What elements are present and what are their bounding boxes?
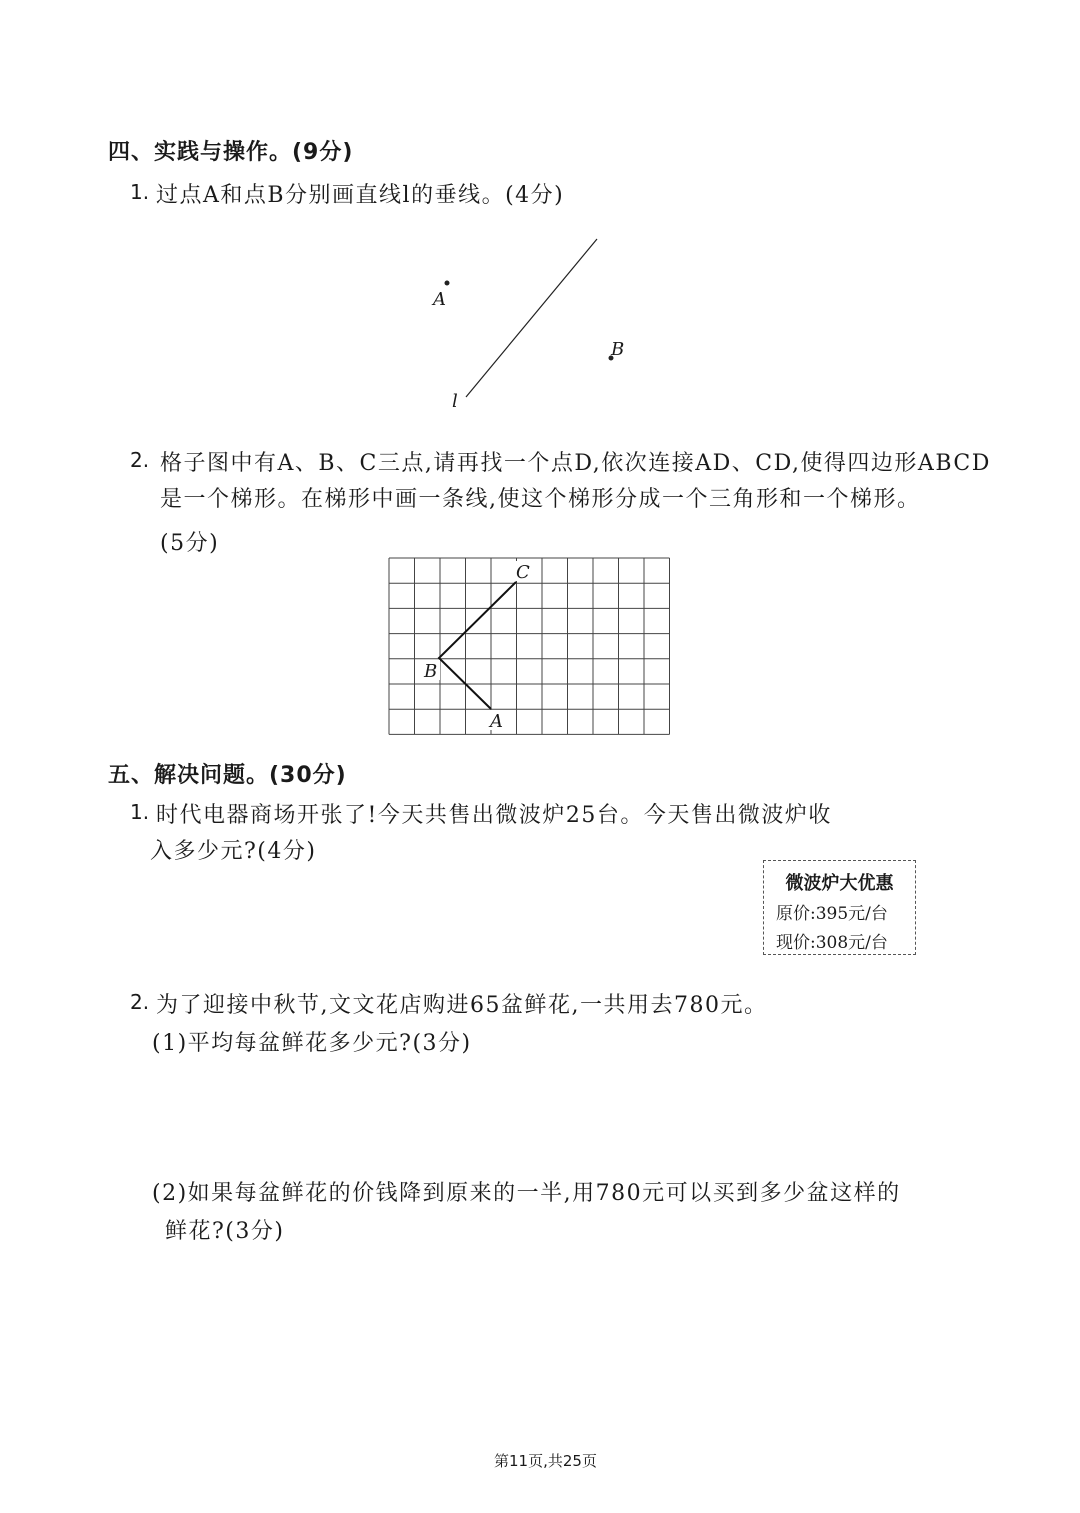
point-a-label: A (433, 289, 446, 310)
grid-point-c-label: C (516, 562, 530, 583)
s5-q1-number: 1. (130, 800, 150, 824)
section-4-title: 四、实践与操作。(9分) (108, 140, 354, 165)
page-footer: 第11页,共25页 (494, 1452, 597, 1470)
point-b-label: B (611, 339, 625, 360)
s5-q2-sub-2-line-2: 鲜花?(3分) (165, 1219, 285, 1244)
s5-q2-number: 2. (130, 990, 150, 1014)
q2-line-3: (5分) (160, 531, 220, 556)
grid-lines (389, 558, 670, 734)
q2-line-2: 是一个梯形。在梯形中画一条线,使这个梯形分成一个三角形和一个梯形。 (160, 487, 921, 512)
q1-text: 过点A和点B分别画直线l的垂线。(4分) (156, 183, 565, 208)
point-a-dot (445, 281, 450, 286)
s5-q1-line-1: 时代电器商场开张了!今天共售出微波炉25台。今天售出微波炉收 (156, 803, 832, 828)
section-5-title: 五、解决问题。(30分) (108, 763, 347, 788)
s5-q2-sub-1: (1)平均每盆鲜花多少元?(3分) (152, 1031, 472, 1056)
grid-figure (388, 557, 672, 737)
s5-q2-sub-2-line-1: (2)如果每盆鲜花的价钱降到原来的一半,用780元可以买到多少盆这样的 (152, 1181, 901, 1206)
promo-title: 微波炉大优惠 (785, 873, 894, 894)
q2-line-1: 格子图中有A、B、C三点,请再找一个点D,依次连接AD、CD,使得四边形ABCD (160, 451, 991, 476)
grid-point-b-label: B (424, 661, 438, 682)
promo-current-price: 现价:308元/台 (776, 933, 888, 953)
promo-original-price: 原价:395元/台 (776, 904, 888, 924)
q1-number: 1. (130, 180, 150, 204)
s5-q1-line-2: 入多少元?(4分) (150, 839, 317, 864)
perpendicular-figure (400, 225, 640, 420)
line-l (466, 239, 597, 397)
line-l-label: l (452, 391, 458, 412)
grid-point-a-label: A (490, 711, 503, 732)
q2-number: 2. (130, 448, 150, 472)
microwave-promo-box (763, 860, 916, 955)
s5-q2-line-1: 为了迎接中秋节,文文花店购进65盆鲜花,一共用去780元。 (156, 993, 768, 1018)
segments-cba (439, 582, 516, 709)
